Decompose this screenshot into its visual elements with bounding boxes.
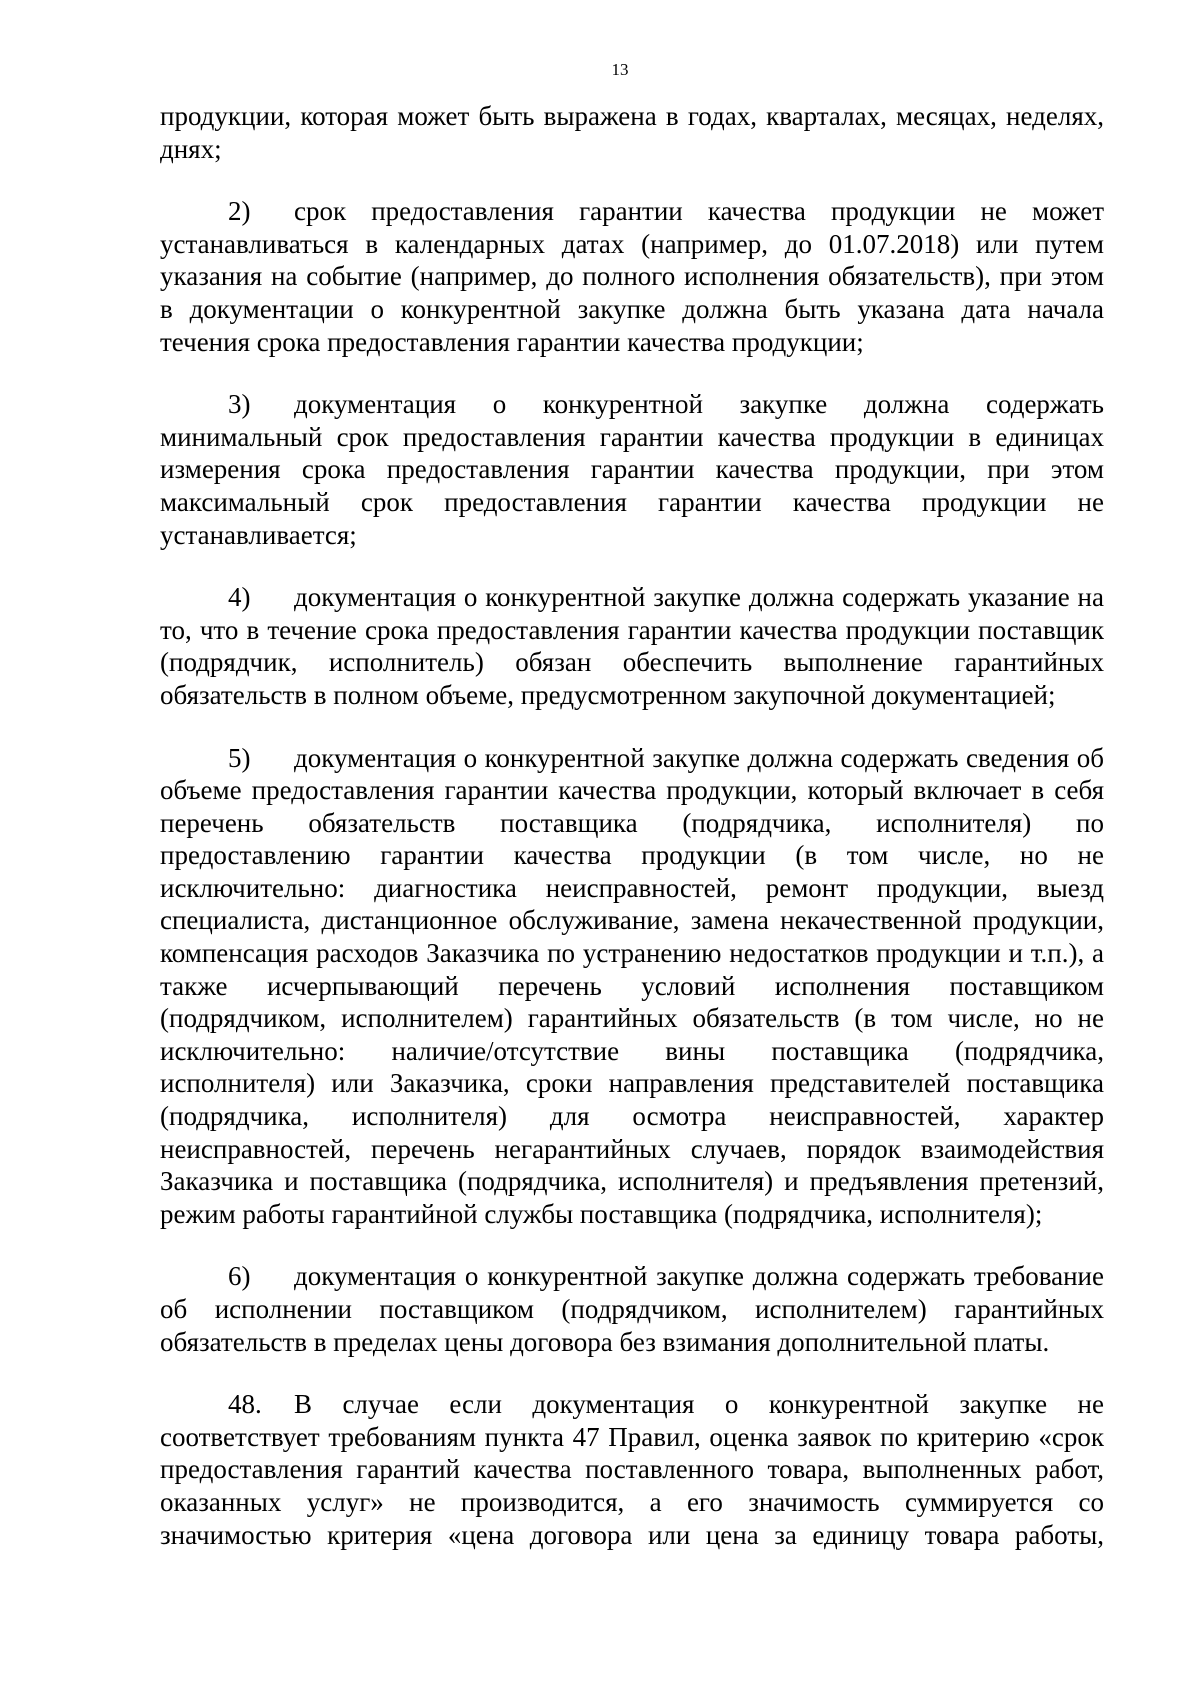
clause-48 [160,1388,1104,1551]
list-item-6 [160,1260,1104,1358]
paragraph-text: документация о конкурентной закупке должна содержать указание на то, что в течение срока предоставления гарантии качества продукции поставщик (подрядчик, исполнитель) обязан обеспечить выполнение гарантийных обязательств в полном объеме, предусмотренном закупочной документацией; [160,582,1104,710]
paragraph-text: документация о конкурентной закупке должна содержать требование об исполнении поставщиком (подрядчиком, исполнителем) гарантийных обязательств в пределах цены договора без взимания дополнительной платы. [160,1261,1104,1357]
paragraph-continuation [160,100,1104,165]
list-item-number: 4) [228,582,251,613]
list-item-5 [160,742,1104,1231]
paragraph-text: В случае если документация о конкурентной закупке не соответствует требованиям пункта 47 Правил, оценка заявок по критерию «срок предоставления гарантий качества поставленного товара, выполненных работ, оказанных услуг» не производится, а его значимость суммируется со значимостью критерия «цена договора или цена за единицу товара работы, [160,1389,1104,1550]
document-body [160,100,1104,1581]
list-item-number: 6) [228,1261,251,1292]
page-number: 13 [611,60,629,79]
paragraph-text: документация о конкурентной закупке должна содержать сведения об объеме предоставления гарантии качества продукции, который включает в себя перечень обязательств поставщика (подрядчика, исполнителя) по предоставлению гарантии качества продукции (в том числе, но не исключительно: диагностика неисправностей, ремонт продукции, выезд специалиста, дистанционное обслуживание, замена некачественной продукции, компенсация расходов Заказчика по устранению недостатков продукции и т.п.), а также исчерпывающий перечень условий исполнения поставщиком (подрядчиком, исполнителем) гарантийных обязательств (в том числе, но не исключительно: наличие/отсутствие вины поставщика (подрядчика, исполнителя) или Заказчика, сроки направления представителей поставщика (подрядчика, исполнителя) для осмотра неисправностей, характер неисправностей, перечень негарантийных случаев, порядок взаимодействия Заказчика и поставщика (подрядчика, исполнителя) и предъявления претензий, режим работы гарантийной службы поставщика (подрядчика, исполнителя); [160,742,1104,1229]
paragraph-text: продукции, которая может быть выражена в годах, кварталах, месяцах, неделях, днях; [160,101,1104,164]
list-item-2 [160,195,1104,358]
list-item-number: 2) [228,196,251,227]
list-item-number: 3) [228,389,251,420]
list-item-4 [160,581,1104,711]
list-item-3 [160,388,1104,551]
list-item-number: 5) [228,742,251,773]
paragraph-text: срок предоставления гарантии качества продукции не может устанавливаться в календарных датах (например, до 01.07.2018) или путем указания на событие (например, до полного исполнения обязательств), при этом в документации о конкурентной закупке должна быть указана дата начала течения срока предоставления гарантии качества продукции; [160,196,1104,357]
paragraph-text: документация о конкурентной закупке должна содержать минимальный срок предоставления гарантии качества продукции в единицах измерения срока предоставления гарантии качества продукции, при этом максимальный срок предоставления гарантии качества продукции не устанавливается; [160,389,1104,550]
clause-number: 48. [228,1389,262,1420]
